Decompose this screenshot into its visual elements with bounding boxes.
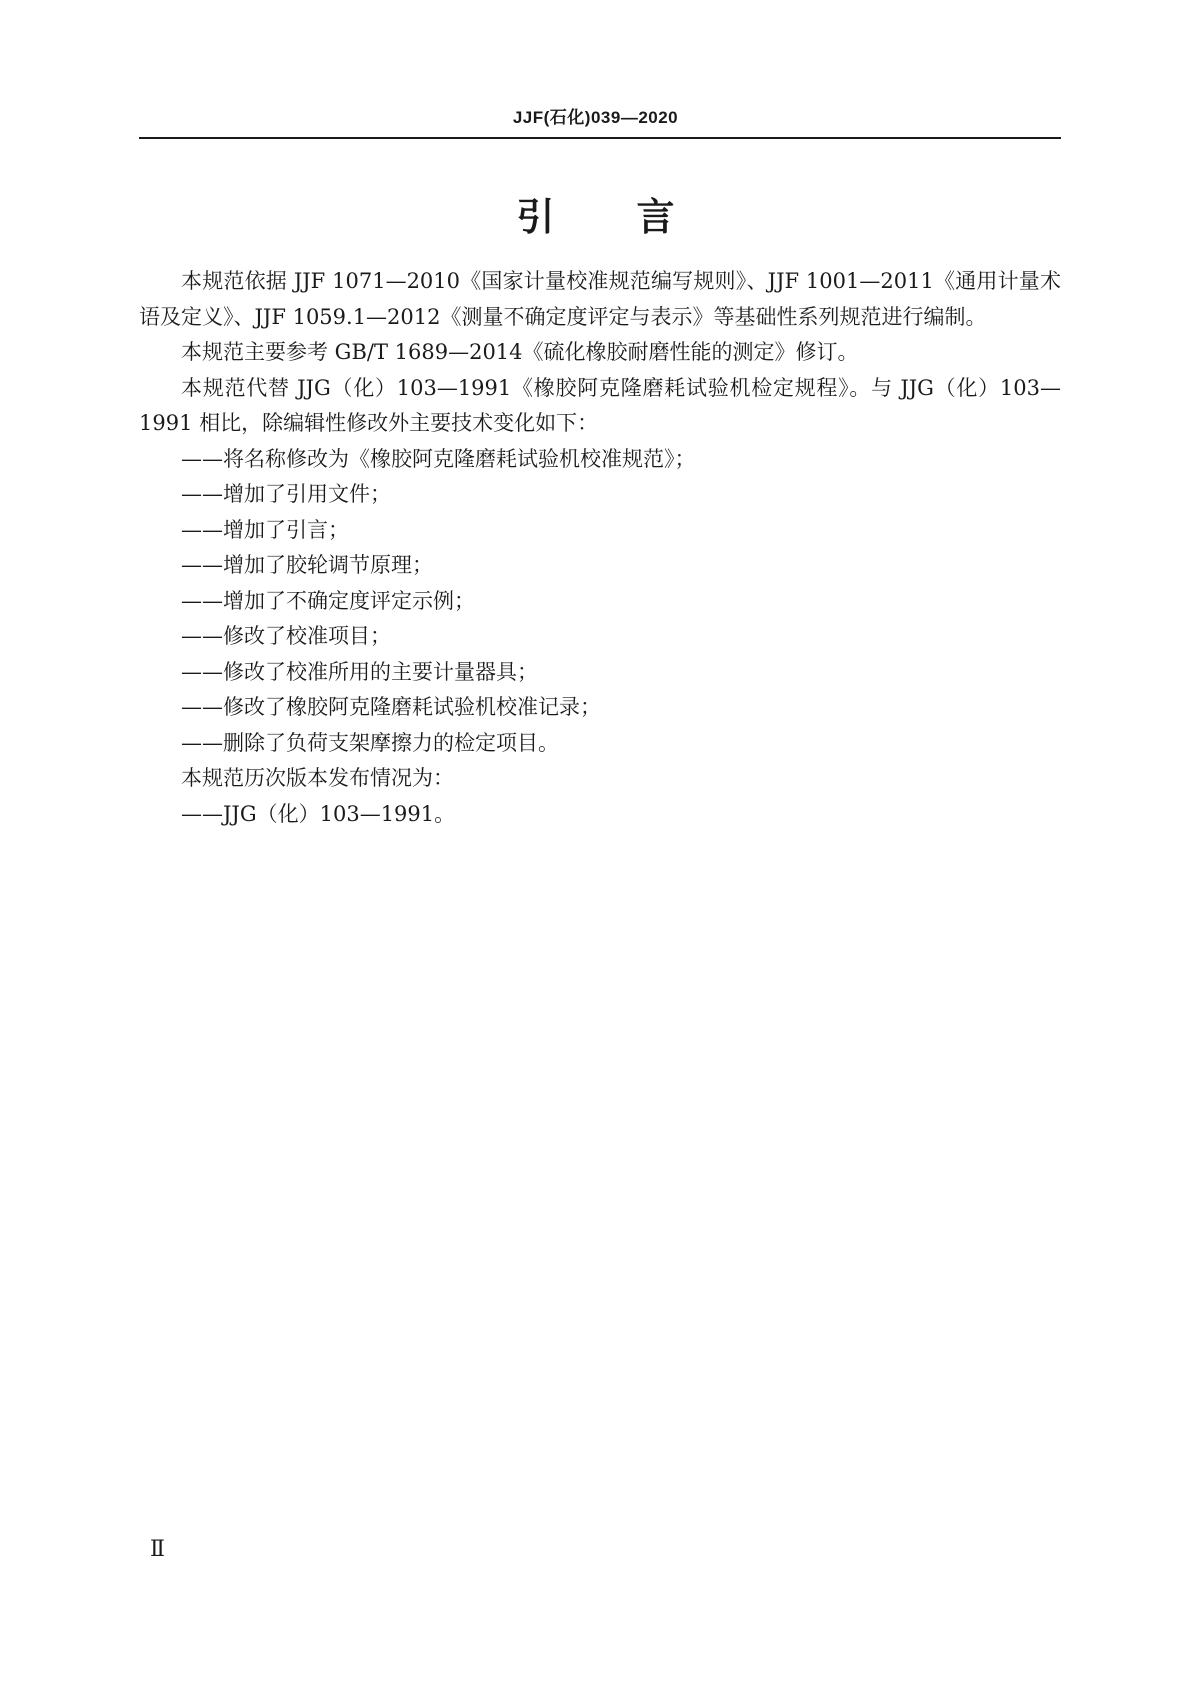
page-title: 引言: [516, 195, 757, 239]
list-item: ——修改了校准所用的主要计量器具；: [181, 659, 538, 684]
list-item: ——增加了引言；: [181, 517, 349, 542]
list-item: ——删除了负荷支架摩擦力的检定项目。: [181, 730, 559, 755]
changes-list: [139, 442, 1061, 762]
list-item: ——增加了不确定度评定示例；: [181, 588, 475, 613]
header-divider: [139, 137, 1061, 139]
document-body: [139, 264, 1061, 832]
list-item: ——修改了橡胶阿克隆磨耗试验机校准记录；: [181, 695, 601, 719]
paragraph-reference: 本规范主要参考 GB/T 1689—2014《硫化橡胶耐磨性能的测定》修订。: [181, 340, 859, 364]
list-item: ——修改了校准项目；: [181, 624, 391, 648]
list-item: ——增加了引用文件；: [181, 482, 391, 506]
history-list: [139, 797, 1061, 833]
page-number: Ⅱ: [150, 1537, 165, 1562]
list-item: ——将名称修改为《橡胶阿克隆磨耗试验机校准规范》；: [181, 446, 696, 471]
list-item: ——增加了胶轮调节原理；: [181, 553, 433, 577]
list-item: ——JJG（化）103—1991。: [181, 801, 456, 826]
paragraph-history-intro: 本规范历次版本发布情况为：: [181, 766, 454, 790]
document-code-header: JJF(石化)039—2020: [512, 108, 679, 127]
paragraph-basis: 本规范依据 JJF 1071—2010《国家计量校准规范编写规则》、JJF 1001—2011《通用计量术语及定义》、JJF 1059.1—2012《测量不确定度评定与表示》等基础性系列规范进行编制。: [139, 269, 1061, 329]
paragraph-replacement: 本规范代替 JJG（化）103—1991《橡胶阿克隆磨耗试验机检定规程》。与 JJG（化）103—1991 相比，除编辑性修改外主要技术变化如下：: [139, 375, 1061, 435]
